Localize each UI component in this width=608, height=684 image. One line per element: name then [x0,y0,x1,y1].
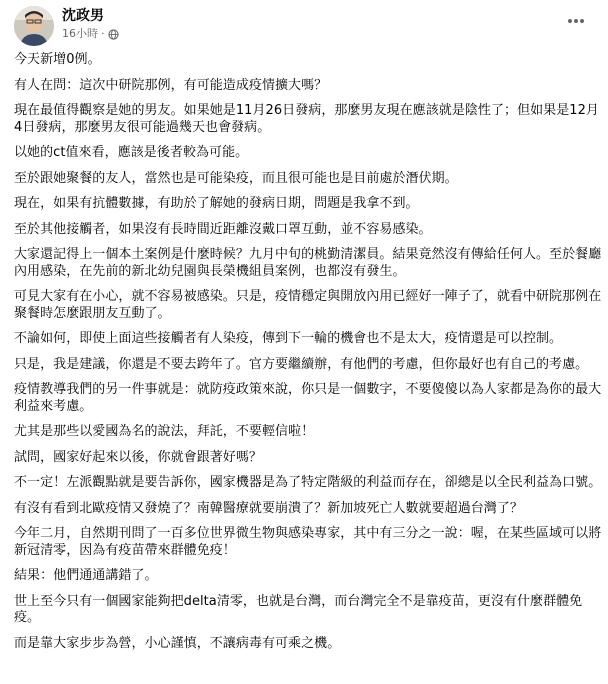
post-paragraph: 現在最值得觀察是她的男友。如果她是11月26日發病，那麼男友現在應該就是陰性了；但如果是12月4日發病，那麼男友很可能過幾天也會發病。 [14,103,599,135]
author-name[interactable]: 沈政男 [62,8,104,24]
post-paragraph: 疫情教導我們的另一件事就是：就防疫政策來說，你只是一個數字，不要傻傻以為人家都是為你的最大利益來考慮。 [14,382,602,414]
meta-separator: · [101,27,105,40]
post-paragraph: 至於跟她聚餐的友人，當然也是可能染疫，而且很可能也是目前處於潛伏期。 [14,170,458,186]
post-body [14,52,602,661]
post-paragraph: 不論如何，即使上面這些接觸者有人染疫，傳到下一輪的機會也不是太大，疫情還是可以控制。 [14,331,563,346]
post-timestamp[interactable]: 16小時 [62,27,98,40]
post-paragraph: 可見大家有在小心，就不容易被感染。只是，疫情穩定與開放內用已經好一陣子了，就看中研院那例在聚餐時怎麼跟朋友互動了。 [14,289,602,321]
post-paragraph: 不一定！左派觀點就是要告訴你，國家機器是為了特定階級的利益而存在，卻總是以全民利益為口號。 [14,475,602,490]
post-paragraph: 世上至今只有一個國家能夠把delta清零，也就是台灣，而台灣完全不是靠疫苗，更沒有什麼群體免疫。 [14,593,583,625]
post-paragraph: 只是，我是建議，你還是不要去跨年了。官方要繼續辦，有他們的考慮，但你最好也有自己的考慮。 [14,356,589,372]
post-paragraph: 今天新增0例。 [14,52,101,67]
post-paragraph: 而是靠大家步步為營，小心謹慎，不讓病毒有可乘之機。 [14,635,341,651]
post-meta [62,27,119,41]
post-paragraph: 結果：他們通通講錯了。 [14,568,158,583]
more-horizontal-icon [567,18,585,24]
post-paragraph: 有沒有看到北歐疫情又發燒了？南韓醫療就要崩潰了？新加坡死亡人數就要超過台灣了？ [14,500,523,516]
post-paragraph: 今年二月，自然期刊問了一百多位世界微生物與感染專家，其中有三分之一說：喔，在某些區域可以將新冠清零，因為有疫苗帶來群體免疫！ [14,526,602,558]
post-paragraph: 有人在問：這次中研院那例，有可能造成疫情擴大嗎？ [14,77,328,93]
avatar[interactable] [14,6,54,46]
post-paragraph: 以她的ct值來看，應該是後者較為可能。 [14,145,249,160]
post-header [0,0,608,50]
post-paragraph: 試問，國家好起來以後，你就會跟著好嗎？ [14,449,262,465]
more-options-button[interactable] [560,9,592,33]
post-paragraph: 尤其是那些以愛國為名的說法，拜託，不要輕信啦！ [14,424,315,439]
post-paragraph: 現在，如果有抗體數據，有助於了解她的發病日期，問題是我拿不到。 [14,196,419,211]
post-paragraph: 至於其他接觸者，如果沒有長時間近距離沒戴口罩互動，並不容易感染。 [14,221,432,237]
globe-icon [108,29,119,40]
post-paragraph: 大家還記得上一個本土案例是什麼時候？九月中旬的桃勤清潔員。結果竟然沒有傳給任何人。至於餐廳內用感染，在先前的新北幼兒園與長榮機組員案例，也都沒有發生。 [14,247,602,279]
